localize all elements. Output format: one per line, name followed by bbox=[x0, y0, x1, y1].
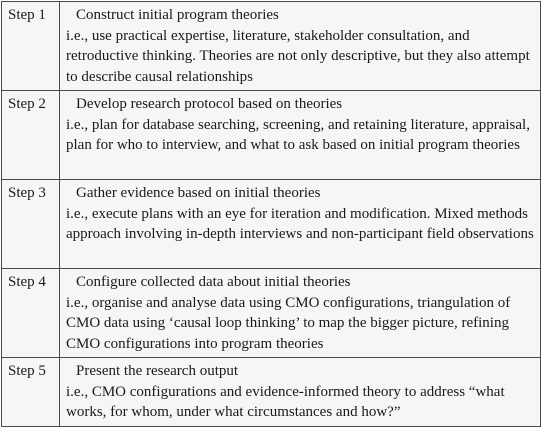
steps-table bbox=[1, 1, 541, 427]
step-label: Step 3 bbox=[2, 180, 60, 269]
step-title: Present the research output bbox=[76, 363, 239, 379]
step-content bbox=[60, 269, 541, 358]
step-label: Step 2 bbox=[2, 91, 60, 180]
step-title: Develop research protocol based on theories bbox=[76, 96, 343, 112]
step-title: Gather evidence based on initial theories bbox=[76, 185, 321, 201]
step-description: i.e., use practical expertise, literature, stakeholder consultation, and retroductive thinking. Theories are not only descriptive, but they also attempt to describe causal relationships bbox=[66, 27, 530, 85]
step-title: Configure collected data about initial theories bbox=[76, 274, 351, 290]
table-row bbox=[2, 269, 541, 358]
table-row bbox=[2, 91, 541, 180]
step-content bbox=[60, 180, 541, 269]
step-label: Step 1 bbox=[2, 2, 60, 91]
table-row bbox=[2, 2, 541, 91]
step-description: i.e., organise and analyse data using CMO configurations, triangulation of CMO data using ‘causal loop thinking’ to map the bigger picture, refining CMO configurations into program theories bbox=[66, 294, 511, 352]
step-description: i.e., execute plans with an eye for iteration and modification. Mixed methods approach involving in-depth interviews and non-participant field observations bbox=[66, 205, 534, 242]
step-description: i.e., CMO configurations and evidence-informed theory to address “what works, for whom, under what circumstances and how?” bbox=[66, 383, 505, 420]
step-title: Construct initial program theories bbox=[76, 7, 279, 23]
step-content bbox=[60, 2, 541, 91]
step-content bbox=[60, 91, 541, 180]
step-content bbox=[60, 358, 541, 427]
table-row bbox=[2, 180, 541, 269]
step-description: i.e., plan for database searching, screening, and retaining literature, appraisal, plan for who to interview, and what to ask based on initial program theories bbox=[66, 116, 530, 153]
table-row bbox=[2, 358, 541, 427]
step-label: Step 5 bbox=[2, 358, 60, 427]
step-label: Step 4 bbox=[2, 269, 60, 358]
